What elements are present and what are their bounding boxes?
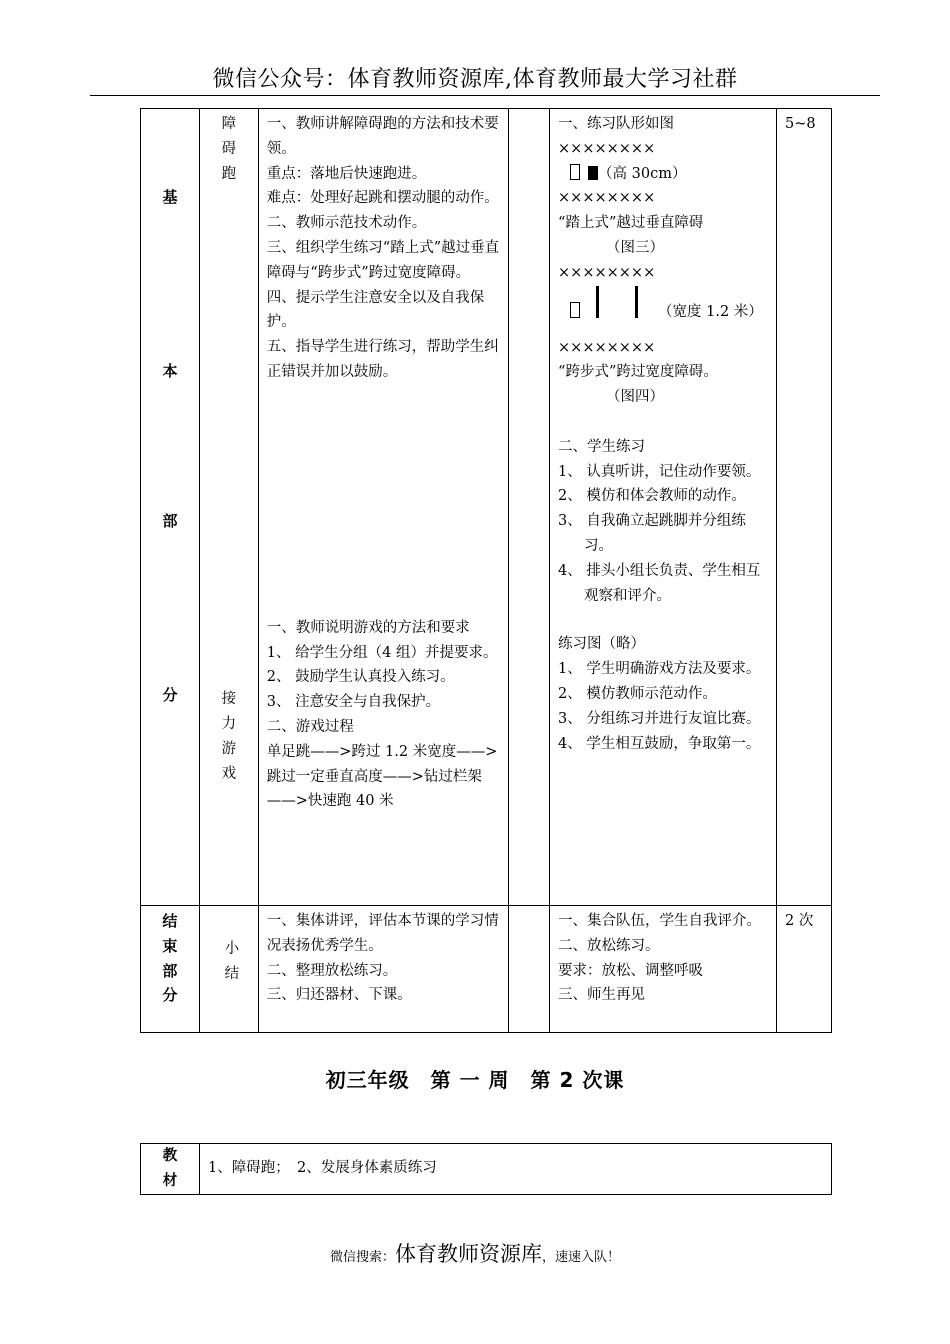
materials-label: 教 材 <box>141 1144 200 1195</box>
student-activities-basic <box>550 109 777 906</box>
section-char: 分 <box>162 686 178 704</box>
formation-row: ×××××××× <box>558 190 656 207</box>
section-char: 结 <box>162 912 178 930</box>
topic-cell-basic <box>199 109 258 906</box>
header-rule <box>90 95 880 96</box>
width-obstacle-diagram: （宽度 1.2 米） <box>558 286 772 336</box>
student-activities-end: 一、集合队伍，学生自我评介。 二、放松练习。 要求：放松、调整呼吸 三、师生再见 <box>550 906 777 1033</box>
formation-row: ×××××××× <box>558 264 656 281</box>
formation-row: ×××××××× <box>558 339 656 356</box>
topic-cell-end <box>199 906 258 1033</box>
time-cell-end: 2 次 <box>777 906 832 1033</box>
footer-name: 体育教师资源库 <box>395 1242 542 1266</box>
teacher-activities-end: 一、集体讲评，评估本节课的学习情况表扬优秀学生。 二、整理放松练习。 三、归还器材、下课。 <box>258 906 508 1033</box>
formation-row: ×××××××× <box>558 140 656 157</box>
width-obstacle-bar-icon <box>635 286 638 318</box>
section-char: 本 <box>162 362 178 380</box>
runner-marker-icon <box>570 302 580 318</box>
teacher-relay-steps: 一、教师说明游戏的方法和要求 1、 给学生分组（4 组）并提要求。 2、 鼓励学生认真投入练习。 3、 注意安全与自我保护。 二、游戏过程 单足跳——>跨过 1.2 米宽度——>跳过一定垂直高度——>钻过栏架——>快速跑 40 米 <box>266 619 498 810</box>
section-char: 基 <box>162 188 178 206</box>
blank-column-basic <box>509 109 550 906</box>
materials-content: 1、障碍跑； 2、发展身体素质练习 <box>200 1144 832 1195</box>
section-label-end <box>141 906 200 1033</box>
width-obstacle-bar-icon <box>596 286 599 318</box>
footer-suffix: ，速速入队！ <box>542 1250 621 1265</box>
page-header: 微信公众号：体育教师资源库,体育教师最大学习社群 <box>212 67 738 92</box>
materials-table <box>140 1143 832 1195</box>
lesson-plan-table <box>140 108 832 1033</box>
student-relay-practice: 练习图（略） 1、 学生明确游戏方法及要求。 2、 模仿教师示范动作。 3、 分组练习并进行友谊比赛。 4、 学生相互鼓励，争取第一。 <box>558 636 761 752</box>
footer-prefix: 微信搜索： <box>329 1250 395 1265</box>
topic-summary: 小 结 <box>224 941 240 982</box>
teacher-activities-basic <box>258 109 508 906</box>
page-footer <box>0 1238 950 1268</box>
section-label-basic <box>141 109 200 906</box>
lesson-title: 初三年级 第 一 周 第 2 次课 <box>325 1068 625 1092</box>
vertical-obstacle-icon <box>588 166 598 180</box>
runner-marker-icon <box>570 164 580 180</box>
topic-relay-game: 接 力 游 戏 <box>221 691 237 782</box>
teacher-obstacle-steps: 一、教师讲解障碍跑的方法和技术要领。 重点：落地后快速跑进。 难点：处理好起跳和摆动腿的动作。 二、教师示范技术动作。 三、组织学生练习“踏上式”越过垂直障碍与“跨步式”跨过宽度障碍。 四、提示学生注意安全以及自我保护。 五、指导学生进行练习，帮助学生纠正错误并加以鼓励。 <box>266 116 500 380</box>
section-char: 分 <box>162 986 178 1005</box>
topic-obstacle-run: 障 碍 跑 <box>221 116 237 182</box>
time-cell-basic: 5~8 <box>777 109 832 906</box>
blank-column-end <box>509 906 550 1033</box>
section-char: 束 <box>162 936 178 955</box>
section-char: 部 <box>162 512 178 530</box>
section-char: 部 <box>162 961 178 980</box>
vertical-obstacle-diagram: （高 30cm） <box>558 162 772 187</box>
student-obstacle-practice: 一、练习队形如图 ×××××××× （高 30cm） ×××××××× “踏上式”越过垂直障碍 （图三） ×××××××× （宽度 1.2 米） ×××××××× “跨步式”跨过宽度障碍。 （图四） 二、学生练习 1、 认真听讲，记住动作要领。 2、 模仿和体会教师的动作。 3、 自我确立起跳脚并分组练习。 4、 排头小组长负责、学生相互观察和评介。 <box>550 109 776 608</box>
